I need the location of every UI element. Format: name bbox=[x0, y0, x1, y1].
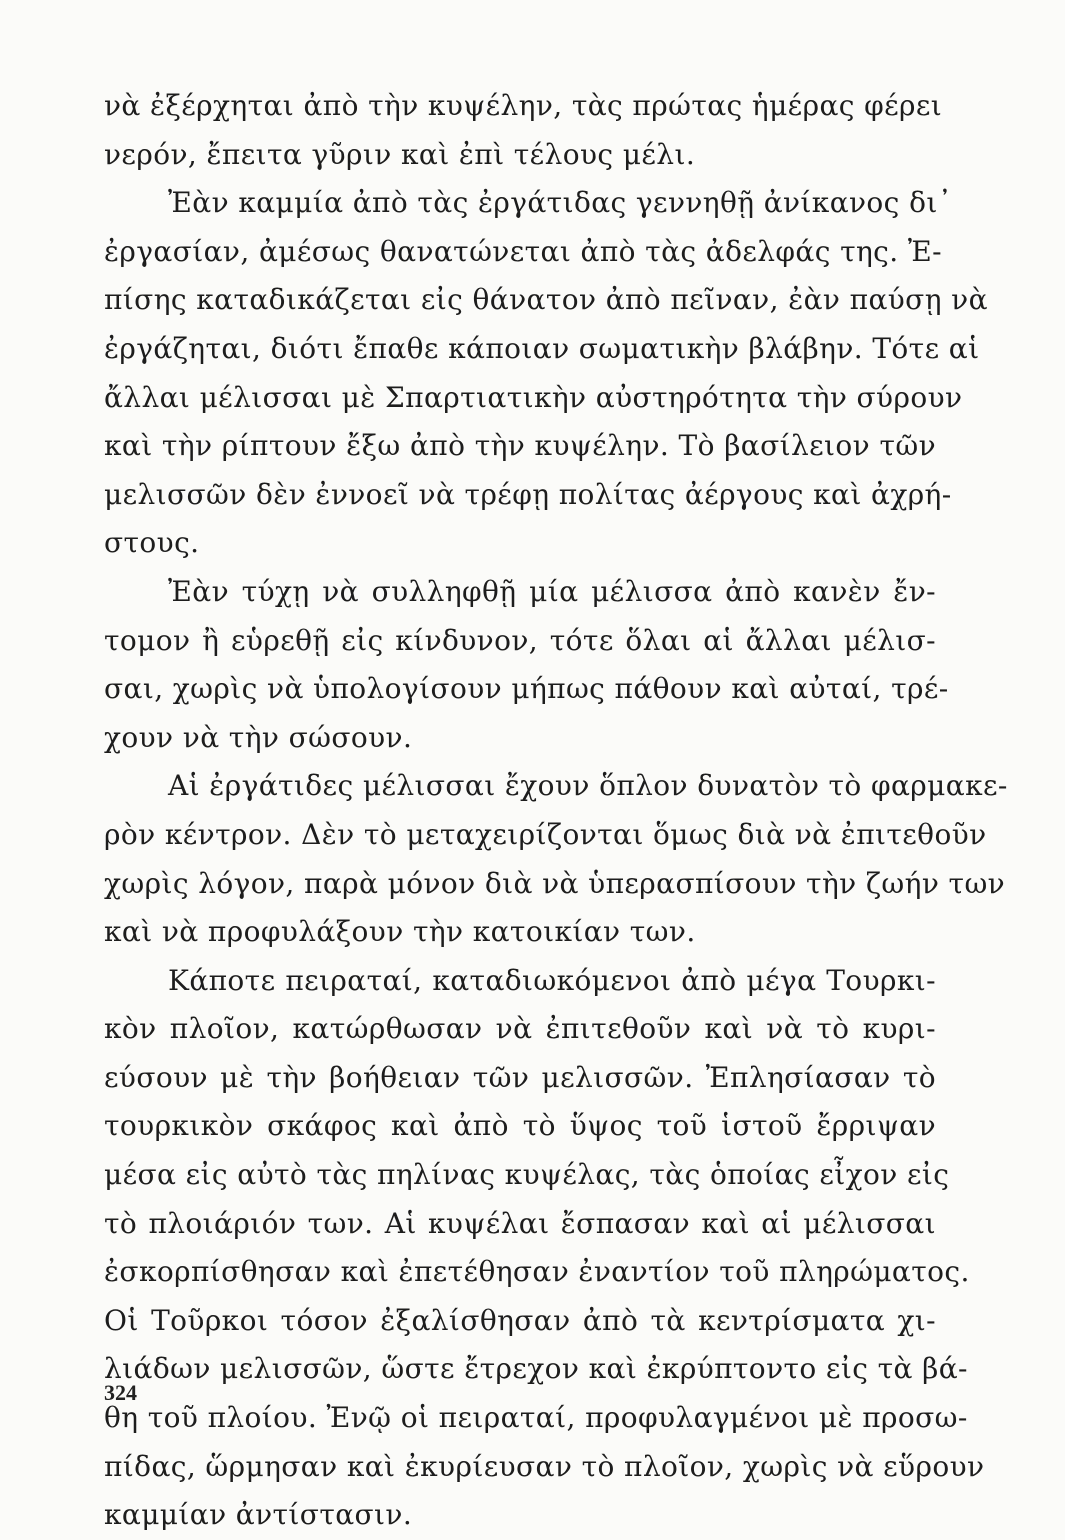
text-line: Κάποτε πειραταί, καταδιωκόμενοι ἀπὸ μέγα Τουρκι- bbox=[168, 963, 936, 997]
text-line: στους. bbox=[104, 526, 200, 560]
text-line: τουρκικὸν σκάφος καὶ ἀπὸ τὸ ὕψος τοῦ ἱστοῦ ἔρριψαν bbox=[104, 1109, 936, 1143]
text-line: χωρὶς λόγον, παρὰ μόνον διὰ νὰ ὑπερασπίσουν τὴν ζωήν των bbox=[104, 866, 1006, 900]
text-line: τομον ἢ εὑρεθῇ εἰς κίνδυνον, τότε ὅλαι αἱ ἄλλαι μέλισ- bbox=[104, 623, 936, 657]
body-text bbox=[104, 82, 1008, 1540]
text-line: κὸν πλοῖον, κατώρθωσαν νὰ ἐπιτεθοῦν καὶ νὰ τὸ κυρι- bbox=[104, 1012, 936, 1046]
text-line: πίσης καταδικάζεται εἰς θάνατον ἀπὸ πεῖναν, ἐὰν παύσῃ νὰ bbox=[104, 283, 988, 317]
text-line: θη τοῦ πλοίου. Ἐνῷ οἱ πειραταί, προφυλαγμένοι μὲ προσω- bbox=[104, 1401, 968, 1435]
text-line: καὶ νὰ προφυλάξουν τὴν κατοικίαν των. bbox=[104, 915, 696, 949]
text-line: ρὸν κέντρον. Δὲν τὸ μεταχειρίζονται ὅμως διὰ νὰ ἐπιτεθοῦν bbox=[104, 817, 987, 851]
text-line: σαι, χωρὶς νὰ ὑπολογίσουν μήπως πάθουν καὶ αὐταί, τρέ- bbox=[104, 672, 949, 706]
text-line: νὰ ἐξέρχηται ἀπὸ τὴν κυψέλην, τὰς πρώτας ἡμέρας φέρει bbox=[104, 89, 943, 122]
text-line: Ἐὰν τύχῃ νὰ συλληφθῇ μία μέλισσα ἀπὸ κανὲν ἔν- bbox=[168, 574, 936, 608]
page-number: 324 bbox=[104, 1380, 137, 1405]
text-line: ἐσκορπίσθησαν καὶ ἐπετέθησαν ἐναντίον τοῦ πληρώματος. bbox=[104, 1255, 970, 1289]
text-line: μελισσῶν δὲν ἐννοεῖ νὰ τρέφῃ πολίτας ἀέργους καὶ ἀχρή- bbox=[104, 477, 952, 511]
text-line: Ἐὰν καμμία ἀπὸ τὰς ἐργάτιδας γεννηθῇ ἀνίκανος δι᾿ bbox=[168, 186, 953, 220]
text-line: λιάδων μελισσῶν, ὥστε ἔτρεχον καὶ ἐκρύπτοντο εἰς τὰ βά- bbox=[104, 1352, 968, 1386]
text-line: εύσουν μὲ τὴν βοήθειαν τῶν μελισσῶν. Ἐπλησίασαν τὸ bbox=[104, 1060, 936, 1094]
text-line: καμμίαν ἀντίστασιν. bbox=[104, 1498, 413, 1532]
text-line: μέσα εἰς αὐτὸ τὰς πηλίνας κυψέλας, τὰς ὁποίας εἶχον εἰς bbox=[104, 1158, 950, 1192]
text-line: ἐργασίαν, ἀμέσως θανατώνεται ἀπὸ τὰς ἀδελφάς της. Ἐ- bbox=[104, 234, 942, 268]
text-line: τὸ πλοιάριόν των. Αἱ κυψέλαι ἔσπασαν καὶ αἱ μέλισσαι bbox=[104, 1206, 936, 1240]
text-line: νερόν, ἔπειτα γῦριν καὶ ἐπὶ τέλους μέλι. bbox=[104, 137, 696, 171]
text-line: πίδας, ὥρμησαν καὶ ἐκυρίευσαν τὸ πλοῖον, χωρὶς νὰ εὕρουν bbox=[104, 1449, 985, 1483]
text-line: ἐργάζηται, διότι ἔπαθε κάποιαν σωματικὴν βλάβην. Τότε αἱ bbox=[104, 331, 980, 365]
text-line: ἄλλαι μέλισσαι μὲ Σπαρτιατικὴν αὐστηρότητα τὴν σύρουν bbox=[104, 380, 963, 414]
text-line: καὶ τὴν ρίπτουν ἔξω ἀπὸ τὴν κυψέλην. Τὸ βασίλειον τῶν bbox=[104, 429, 936, 463]
text-line: Αἱ ἐργάτιδες μέλισσαι ἔχουν ὅπλον δυνατὸν τὸ φαρμακε- bbox=[168, 769, 1008, 803]
text-line: Οἱ Τοῦρκοι τόσον ἐξαλίσθησαν ἀπὸ τὰ κεντρίσματα χι- bbox=[104, 1303, 936, 1337]
text-line: χουν νὰ τὴν σώσουν. bbox=[104, 720, 413, 754]
